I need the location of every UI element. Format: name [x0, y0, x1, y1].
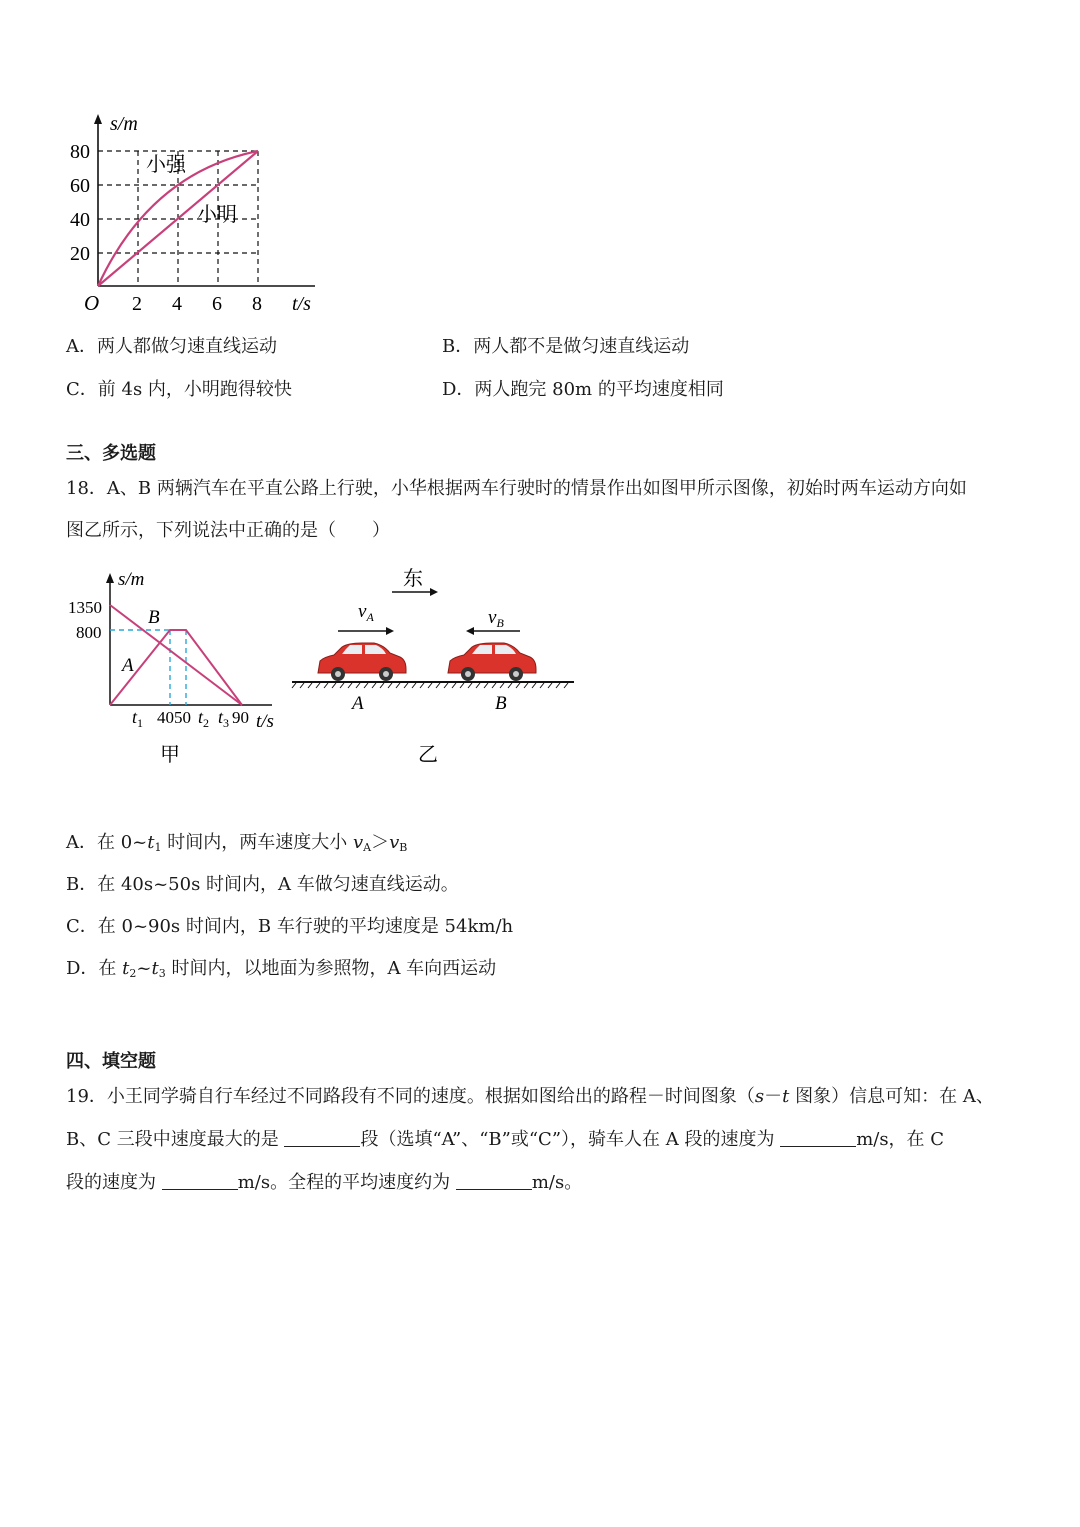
- q19-l1a: 19．小王同学骑自行车经过不同路段有不同的速度。根据如图给出的路程－时间图象（: [66, 1086, 755, 1107]
- q17-label-xiaoming: 小明: [197, 204, 237, 226]
- q18-option-a[interactable]: [66, 831, 407, 860]
- q19-l2a: B、C 三段中速度最大的是: [66, 1129, 285, 1150]
- yi-vb-label: $v_B$: [488, 607, 504, 630]
- jia-ytick-1350: 1350: [68, 598, 102, 617]
- q17-option-d[interactable]: D．两人跑完 80m 的平均速度相同: [442, 379, 724, 400]
- q18-option-c[interactable]: C．在 0~90s 时间内，B 车行驶的平均速度是 54km/h: [66, 916, 514, 937]
- q18-option-d[interactable]: [66, 957, 496, 986]
- q17-xtick-8: 8: [252, 293, 262, 315]
- q17-origin: O: [84, 291, 100, 315]
- yi-caption: 乙: [418, 744, 438, 766]
- jia-xtick-90: 90: [232, 708, 249, 727]
- q18-a-v2: v: [389, 832, 400, 853]
- car-a-icon: [318, 643, 406, 681]
- section4-title: 四、填空题: [66, 1051, 156, 1072]
- q19-l1s: s: [754, 1086, 765, 1107]
- q17-option-b[interactable]: B．两人都不是做匀速直线运动: [442, 336, 690, 357]
- jia-xtick-t3: $t_3$: [218, 707, 230, 730]
- q18-a-v1sub: A: [363, 841, 372, 854]
- q19-blank-4[interactable]: [456, 1171, 532, 1190]
- yi-va-label: $v_A$: [358, 601, 374, 624]
- yi-car-b-label: B: [495, 693, 507, 714]
- jia-ytick-800: 800: [76, 623, 102, 642]
- q17-ytick-80: 80: [70, 141, 90, 163]
- jia-label-b: B: [148, 607, 160, 628]
- jia-caption: 甲: [160, 744, 180, 766]
- yi-car-a-label: A: [352, 693, 364, 714]
- q19-line2: [66, 1128, 944, 1152]
- q19-l1t: t: [782, 1086, 790, 1107]
- jia-xtick-t1: $t_1$: [132, 707, 144, 730]
- jia-ylabel: s/m: [118, 569, 145, 590]
- q18-a-mid: 时间内，两车速度大小: [161, 832, 353, 853]
- q18-stem-line2: 图乙所示，下列说法中正确的是（ ）: [66, 520, 390, 541]
- q19-l3a: 段的速度为: [66, 1172, 162, 1193]
- q19-l1b: 图象）信息可知：在 A、: [789, 1086, 994, 1107]
- q18-d-t3: t: [151, 958, 159, 979]
- section3-title: 三、多选题: [66, 443, 156, 464]
- q17-option-a[interactable]: A．两人都做匀速直线运动: [66, 336, 277, 357]
- jia-y-arrow: [106, 573, 114, 583]
- q17-ytick-20: 20: [70, 243, 90, 265]
- q19-l2b: 段（选填“A”、“B”或“C”），骑车人在 A 段的速度为: [360, 1129, 781, 1150]
- q19-l3c: m/s。: [531, 1172, 583, 1193]
- q18-d-t3sub: 3: [158, 967, 166, 980]
- q19-line3: [66, 1171, 582, 1195]
- jia-xtick-t2: $t_2$: [198, 707, 210, 730]
- jia-xtick-4050: 4050: [157, 708, 191, 727]
- q17-xlabel: t/s: [292, 293, 311, 315]
- q19-blank-1[interactable]: [284, 1128, 360, 1147]
- q18-d-t2sub: 2: [129, 967, 137, 980]
- q17-option-c[interactable]: C．前 4s 内，小明跑得较快: [66, 379, 292, 400]
- q19-l1m: －: [764, 1086, 783, 1107]
- q17-label-xiaoqiang: 小强: [146, 154, 186, 176]
- q17-st-graph: [60, 108, 340, 323]
- q18-a-v1: v: [352, 832, 364, 853]
- q19-l3b: m/s。全程的平均速度约为: [237, 1172, 456, 1193]
- q18-option-b[interactable]: B．在 40s~50s 时间内，A 车做匀速直线运动。: [66, 874, 459, 895]
- q18-d-pre: D．在: [66, 958, 123, 979]
- q18-d-tilde: ~: [136, 958, 152, 979]
- yi-east-label: 东: [403, 568, 423, 590]
- q18-fig-jia: [62, 565, 292, 775]
- q17-xtick-4: 4: [172, 293, 182, 315]
- q17-ylabel: s/m: [110, 113, 138, 135]
- q19-line1: [66, 1085, 994, 1109]
- q19-l2c: m/s，在 C: [856, 1129, 945, 1150]
- q18-a-sub: 1: [154, 841, 162, 854]
- car-b-icon: [448, 643, 536, 681]
- jia-label-a: A: [122, 655, 134, 676]
- q17-ytick-60: 60: [70, 175, 90, 197]
- q19-blank-3[interactable]: [162, 1171, 238, 1190]
- q18-a-t: t: [147, 832, 155, 853]
- q18-d-t2: t: [122, 958, 130, 979]
- q17-y-arrow: [94, 114, 102, 124]
- q18-a-v2sub: B: [399, 841, 408, 854]
- q17-ytick-40: 40: [70, 209, 90, 231]
- q18-a-gt: ＞: [371, 832, 390, 853]
- q17-xtick-2: 2: [132, 293, 142, 315]
- q19-blank-2[interactable]: [780, 1128, 856, 1147]
- jia-xlabel: t/s: [256, 711, 274, 732]
- q18-fig-yi: [288, 565, 588, 775]
- q18-stem-line1: 18．A、B 两辆汽车在平直公路上行驶，小华根据两车行驶时的情景作出如图甲所示图像，初始时两车运动方向如: [66, 478, 967, 499]
- q17-xtick-6: 6: [212, 293, 222, 315]
- q18-a-pre: A．在 0~: [66, 832, 148, 853]
- q18-d-post: 时间内，以地面为参照物，A 车向西运动: [165, 958, 497, 979]
